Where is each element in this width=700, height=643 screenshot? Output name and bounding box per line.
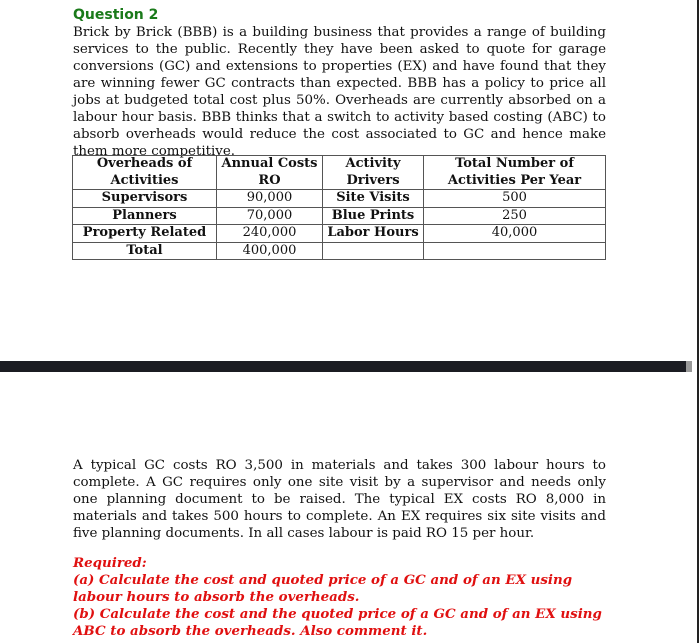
cell: 40,000	[424, 225, 606, 243]
page-edge	[697, 0, 699, 643]
cell: 90,000	[217, 190, 323, 208]
scrollbar-thumb[interactable]	[686, 361, 692, 372]
intro-paragraph: Brick by Brick (BBB) is a building business that provides a range of building services to the public. Recently they have been asked to quote for garage conversions (GC) and extensions to properties (EX) and have found that they are winning fewer GC contracts than expected. BBB has a policy to price all jobs at budgeted total cost plus 50%. Overheads are currently absorbed on a labour hour basis. BBB thinks that a switch to activity based costing (ABC) to absorb overheads would reduce the cost associated to GC and hence make them more competitive.	[73, 25, 606, 159]
cell: Blue Prints	[323, 207, 424, 225]
cell: Total	[73, 242, 217, 260]
table-row	[73, 225, 606, 243]
header-cell: Activity Drivers	[323, 156, 424, 190]
cell: 70,000	[217, 207, 323, 225]
question-title: Question 2	[73, 7, 159, 23]
page-divider	[0, 361, 686, 372]
table-row	[73, 207, 606, 225]
cell: Site Visits	[323, 190, 424, 208]
header-cell: Annual Costs RO	[217, 156, 323, 190]
details-paragraph: A typical GC costs RO 3,500 in materials and takes 300 labour hours to complete. A GC requires only one site visit by a supervisor and needs only one planning document to be raised. The typical EX costs RO 8,000 in materials and takes 500 hours to complete. An EX requires six site visits and five planning documents. In all cases labour is paid RO 15 per hour.	[73, 458, 606, 541]
cell: 400,000	[217, 242, 323, 260]
cell: Labor Hours	[323, 225, 424, 243]
required-section	[73, 555, 613, 640]
table-header-row	[73, 156, 606, 190]
cell: Supervisors	[73, 190, 217, 208]
cell: Planners	[73, 207, 217, 225]
table-row	[73, 190, 606, 208]
cell: Property Related	[73, 225, 217, 243]
required-part-b: (b) Calculate the cost and the quoted price of a GC and of an EX using ABC to absorb the overheads. Also comment it.	[73, 606, 602, 639]
cell: 500	[424, 190, 606, 208]
cell	[323, 242, 424, 260]
cell: 240,000	[217, 225, 323, 243]
required-heading: Required:	[73, 555, 147, 571]
header-cell: Total Number of Activities Per Year	[424, 156, 606, 190]
header-cell: Overheads of Activities	[73, 156, 217, 190]
table-row	[73, 242, 606, 260]
required-part-a: (a) Calculate the cost and quoted price of a GC and of an EX using labour hours to absorb the overheads.	[73, 572, 573, 605]
cell: 250	[424, 207, 606, 225]
cell	[424, 242, 606, 260]
overheads-table	[72, 155, 606, 260]
